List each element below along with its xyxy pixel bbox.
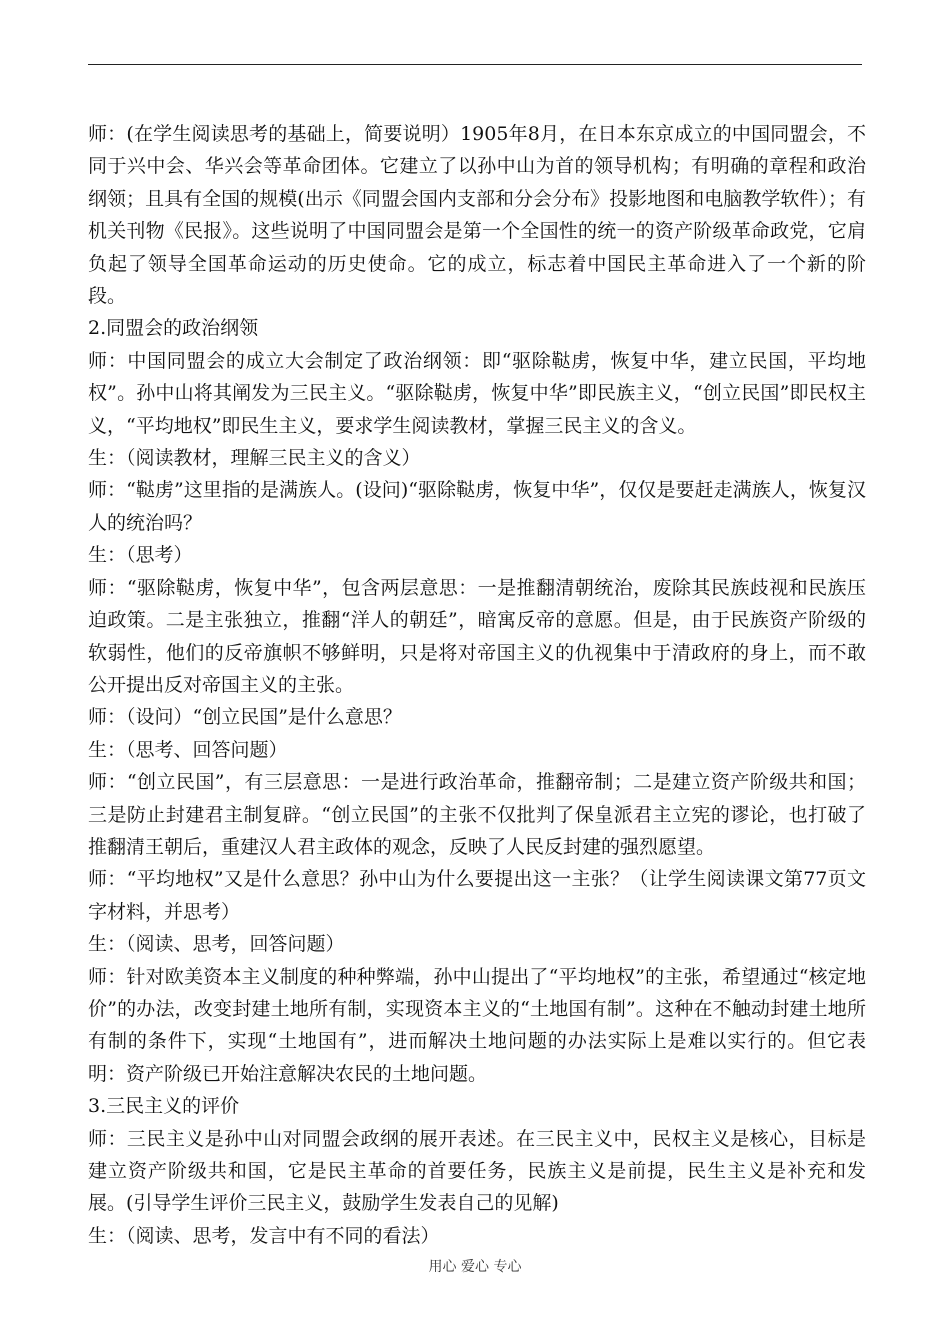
page-footer: 用心 爱心 专心	[428, 1259, 522, 1275]
paragraph-question-republic: 师：（设问）“创立民国”是什么意思？	[88, 706, 402, 729]
paragraph-student-discussion: 生：（阅读、思考，发言中有不同的看法）	[88, 1224, 440, 1247]
paragraph-student-reading: 生：（阅读教材，理解三民主义的含义）	[88, 447, 421, 470]
paragraph-student-answer: 生：（思考、回答问题）	[88, 738, 288, 761]
paragraph-student-read-answer: 生：（阅读、思考，回答问题）	[88, 933, 345, 956]
header-rule	[88, 64, 862, 65]
document-body	[88, 118, 866, 1252]
paragraph-democracy-explained: 师：“创立民国”，有三层意思：一是进行政治革命，推翻帝制；二是建立资产阶级共和国；三是防止封建君主制复辟。“创立民国”的主张不仅批判了保皇派君主立宪的谬论，也打破了推翻清王朝后，重建汉人君主政体的观念，反映了人民反封建的强烈愿望。	[88, 771, 866, 858]
paragraph-student-think: 生：（思考）	[88, 544, 193, 567]
section-heading-political-program: 2.同盟会的政治纲领	[88, 317, 259, 340]
paragraph-evaluation: 师：三民主义是孙中山对同盟会政纲的展开表述。在三民主义中，民权主义是核心，目标是建立资产阶级共和国，它是民主革命的首要任务，民族主义是前提，民生主义是补充和发展。(引导学生评价三民主义，鼓励学生发表自己的见解)	[88, 1127, 866, 1215]
paragraph-program-intro: 师：中国同盟会的成立大会制定了政治纲领：即“驱除鞑虏，恢复中华，建立民国，平均地权”。孙中山将其阐发为三民主义。“驱除鞑虏，恢复中华”即民族主义，“创立民国”即民权主义，“平均地权”即民生主义，要求学生阅读教材，掌握三民主义的含义。	[88, 349, 866, 437]
section-heading-evaluation: 3.三民主义的评价	[88, 1095, 240, 1118]
paragraph-question-dalu: 师：“鞑虏”这里指的是满族人。(设问)“驱除鞑虏，恢复中华”，仅仅是要赶走满族人，恢复汉人的统治吗？	[88, 479, 866, 534]
paragraph-question-land: 师：“平均地权”又是什么意思？孙中山为什么要提出这一主张？（让学生阅读课文第77页文字材料，并思考）	[88, 868, 866, 923]
paragraph-nationalism-explained: 师：“驱除鞑虏，恢复中华”，包含两层意思：一是推翻清朝统治，废除其民族歧视和民族压迫政策。二是主张独立，推翻“洋人的朝廷”，暗寓反帝的意愿。但是，由于民族资产阶级的软弱性，他们的反帝旗帜不够鲜明，只是将对帝国主义的仇视集中于清政府的身上，而不敢公开提出反对帝国主义的主张。	[88, 576, 866, 696]
paragraph-tongmenghui-founding: 师：(在学生阅读思考的基础上，简要说明）1905年8月，在日本东京成立的中国同盟会，不同于兴中会、华兴会等革命团体。它建立了以孙中山为首的领导机构；有明确的章程和政治纲领；且具有全国的规模(出示《同盟会国内支部和分会分布》投影地图和电脑教学软件）；有机关刊物《民报》。这些说明了中国同盟会是第一个全国性的统一的资产阶级革命政党，它肩负起了领导全国革命运动的历史使命。它的成立，标志着中国民主革命进入了一个新的阶段。	[88, 123, 866, 308]
paragraph-livelihood-explained: 师：针对欧美资本主义制度的种种弊端，孙中山提出了“平均地权”的主张，希望通过“核定地价”的办法，改变封建土地所有制，实现资本主义的“土地国有制”。这种在不触动封建土地所有制的条件下，实现“土地国有”，进而解决土地问题的办法实际上是难以实行的。但它表明：资产阶级已开始注意解决农民的土地问题。	[88, 965, 866, 1085]
